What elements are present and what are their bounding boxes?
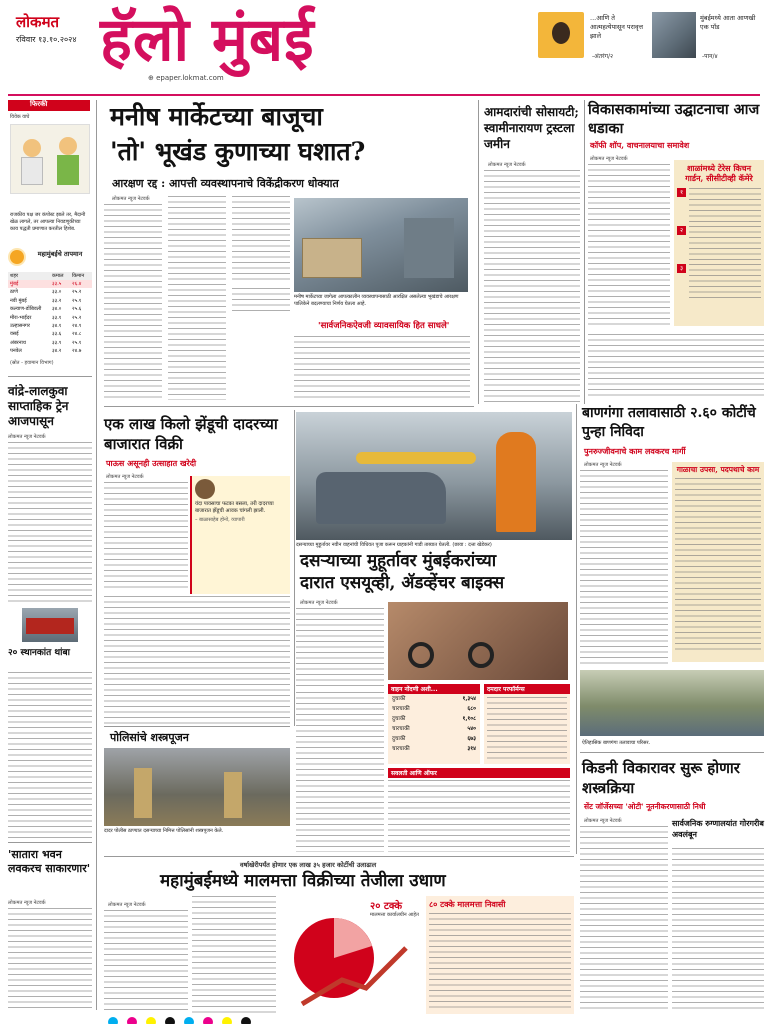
brand-logo: लोकमत (16, 13, 60, 31)
weather-row: ठाणे ३३.० २५.२ (10, 289, 82, 296)
property-graphic (282, 896, 422, 1014)
registration-row: दुचाकी ६७३ (392, 736, 476, 742)
teaser-page-1: -अंतरंग/२ (592, 53, 614, 60)
lead-subhead: आरक्षण रद्द : आपत्ती व्यवस्थापनाचे विकेंद्रीकरण धोक्यात (112, 177, 339, 190)
masthead-title: हॅलो मुंबई (100, 5, 315, 75)
satara-byline: लोकमत न्यूज नेटवर्क (8, 900, 46, 906)
pie-label: २० टक्के (370, 901, 403, 912)
cartoon-caption: राजकीय पक्ष जर कंपोस्ट झाले तर, मैदानी खेळ लागले, तर आपल्या निवडणुकीच्या काय पद्धती प्रमाणात करतील हिशेब. (10, 212, 86, 232)
lead-headline-2[interactable]: 'तो' भूखंड कुणाच्या घशात? (110, 137, 366, 166)
school-list-item: १ (674, 186, 764, 224)
lead-photo[interactable] (294, 198, 468, 292)
masthead-rule (8, 94, 760, 96)
registration-title: वाहन नोंदणी अशी... (388, 684, 480, 694)
weather-row: उल्हासनगर ३४.१ २४.९ (10, 322, 82, 329)
stations-head: २० स्थानकांत थांबा (8, 648, 70, 658)
zendu-headline[interactable]: एक लाख किलो झेंडूची दादरच्या बाजारात विक्री (104, 415, 278, 453)
globe-icon: ⊕ (148, 74, 154, 82)
weather-source: (स्रोत - हवामान विभाग) (10, 360, 54, 366)
teaser-photo-2[interactable] (652, 12, 696, 58)
banganga-headline[interactable]: बाणगंगा तलावासाठी २.६० कोटींचे पुन्हा निविदा (582, 405, 756, 440)
weather-widget (8, 248, 92, 474)
registration-marks (108, 1012, 260, 1023)
banganga-subhead: पुनरुज्जीवनाचे काम लवकरच मार्गी (584, 446, 686, 456)
police-caption: दादर पोलीस ठाण्यात दसऱ्याच्या निमित्त पोलिसांनी शस्त्रपूजन केले. (104, 828, 224, 834)
teaser-page-2: -पान/४ (702, 53, 718, 60)
teaser-text-1[interactable]: ...आणि ते आत्महत्येपासून परावृत्त झाले (590, 14, 644, 40)
pie-sub: मालमत्ता कार्यालयीन आहेत (370, 912, 419, 918)
masthead (0, 0, 768, 92)
dasara-byline: लोकमत न्यूज नेटवर्क (300, 600, 338, 606)
banganga-byline: लोकमत न्यूज नेटवर्क (584, 462, 622, 468)
train-headline[interactable]: वांद्रे-लालकुवा साप्ताहिक ट्रेन आजपासून (8, 384, 69, 428)
registration-row: चारचाकी ६८० (392, 706, 476, 712)
registration-box (388, 684, 480, 764)
weather-row: कल्याण-डोंबिवली ३४.० २५.६ (10, 306, 82, 313)
bike-photo (388, 602, 568, 680)
dasara-photo[interactable] (296, 412, 572, 540)
banganga-box (672, 462, 764, 662)
kidney-side-headline: सार्वजनिक रुग्णालयांत गोरगरीब अवलंबून (672, 818, 764, 839)
registration-row: चारचाकी ३१४ (392, 746, 476, 752)
school-list-item: ३ (674, 262, 764, 300)
banganga-box-title: गाळाचा उपसा, पदपथाचे काम (676, 465, 760, 474)
perf-title: दमदार परफॉर्मन्स (484, 684, 570, 694)
police-photo (104, 748, 290, 826)
zendu-quote-box (190, 476, 290, 594)
registration-row: दुचाकी १,१०८ (392, 716, 476, 722)
police-headline[interactable]: पोलिसांचे शस्त्रपूजन (110, 731, 189, 744)
sidebar (8, 100, 92, 1010)
kidney-subhead: सेंट जॉर्जेसच्या 'ओटी' नूतनीकरणासाठी निधी (584, 802, 706, 811)
mla-byline: लोकमत न्यूज नेटवर्क (488, 162, 526, 168)
weather-title: महामुंबईचे तापमान (37, 250, 83, 258)
banganga-caption: ऐतिहासिक बाणगंगा तलावाचा परिसर. (582, 740, 651, 746)
dasara-headline-1[interactable]: दसऱ्याच्या मुहूर्तावर मुंबईकरांच्या (300, 551, 497, 571)
mla-headline[interactable]: आमदारांची सोसायटी; स्वामीनारायण ट्रस्टला जमीन (484, 105, 579, 151)
zendu-quote: यंदा पावसाचा फटका बसला, तरी दादरच्या बाजारात झेंडूची आवक चांगली झाली. (195, 501, 274, 514)
bottom-byline: लोकमत न्यूज नेटवर्क (108, 902, 146, 908)
cartoon-author: विवेक वाघे (10, 114, 30, 120)
epaper-url (148, 74, 224, 82)
dasara-photo-caption: दसऱ्याच्या मुहूर्तावर नवीन वाहनांची विधिवत पूजा करून ग्राहकांनी गाडी ताब्यात घेतली. (छाया : दत्ता खेडेकर) (296, 542, 492, 548)
cartoon-label: फिरकी (8, 100, 90, 111)
zendu-byline: लोकमत न्यूज नेटवर्क (106, 474, 144, 480)
kidney-headline[interactable]: किडनी विकारावर सुरू होणार शस्त्रक्रिया (582, 759, 740, 797)
perf-box (484, 684, 570, 764)
train-photo (22, 608, 78, 642)
inaug-byline: लोकमत न्यूज नेटवर्क (590, 156, 628, 162)
weather-row: मुंबई ३३.५ २६.४ (8, 280, 92, 288)
zendu-quote-author: – बाळासाहेब होनो, व्यापारी (195, 517, 245, 523)
bottom-headline[interactable]: महामुंबईमध्ये मालमत्ता विक्रीच्या तेजीला उधाण (160, 871, 446, 891)
registration-row: चारचाकी ५४० (392, 726, 476, 732)
cartoon-image (10, 124, 90, 194)
offer-title: सवलती आणि ऑफर (388, 768, 570, 778)
issue-date: रविवार १३.१०.२०२४ (16, 35, 77, 44)
school-box (674, 160, 764, 326)
weather-row: अंबरनाथ ३३.९ २५.१ (10, 339, 82, 346)
registration-row: दुचाकी १,३५४ (392, 696, 476, 702)
school-box-headline: शाळांमध्ये टेरेस किचन गार्डन, सीसीटीव्ही कॅमेरे (685, 163, 753, 183)
weather-row: मीरा-भाईंदर ३३.१ २५.२ (10, 314, 82, 321)
weather-row: पनवेल ३४.२ २४.७ (10, 348, 82, 355)
epaper-link[interactable]: epaper.lokmat.com (156, 74, 224, 82)
teaser-text-2[interactable]: मुंबईमध्ये आता आणखी एक पॉड (700, 14, 756, 31)
trader-photo (195, 479, 215, 499)
residential-box (426, 896, 574, 1014)
inaug-subhead: कॉफी शॉप, वाचनालयाचा समावेश (590, 140, 690, 150)
bottom-kicker: वर्षाखेरीपर्यंत होणार एक लाख ३५ हजार कोटींची उलाढाल (240, 861, 377, 869)
sun-icon (10, 250, 24, 264)
residential-box-title: ८० टक्के मालमत्ता निवासी (429, 899, 506, 909)
lead-photo-caption: मनीष मार्केटच्या जागेला आपत्कालीन व्यवस्थापनासाठी आरक्षित असलेल्या भूखंडाचे आरक्षण पालिकेने बदलण्याचा निर्णय घेतला आहे. (294, 294, 459, 307)
lead-byline: लोकमत न्यूज नेटवर्क (112, 196, 150, 202)
dasara-headline-2[interactable]: दारात एसयूव्ही, ॲडव्हेंचर बाइक्स (300, 573, 505, 593)
kidney-byline: लोकमत न्यूज नेटवर्क (584, 818, 622, 824)
weather-head: शहर कमाल किमान (8, 272, 92, 280)
lead-headline-1[interactable]: मनीष मार्केटच्या बाजूचा (110, 102, 323, 131)
zendu-subhead: पाऊस असूनही उत्साहात खरेदी (106, 458, 197, 468)
train-byline: लोकमत न्यूज नेटवर्क (8, 434, 46, 440)
teaser-photo-1[interactable] (538, 12, 584, 58)
school-list-item: २ (674, 224, 764, 262)
lead-pullquote: 'सार्वजनिकऐवजी व्यावसायिक हित साधले' (318, 321, 450, 331)
satara-headline[interactable]: 'सातारा भवन लवकरच साकारणार' (8, 848, 91, 875)
inaug-headline[interactable]: विकासकामांच्या उद्घाटनाचा आज धडाका (588, 101, 760, 137)
weather-row: वसई ३३.६ २४.८ (10, 331, 82, 338)
banganga-photo (580, 670, 764, 736)
weather-row: नवी मुंबई ३३.२ २५.१ (10, 297, 82, 304)
